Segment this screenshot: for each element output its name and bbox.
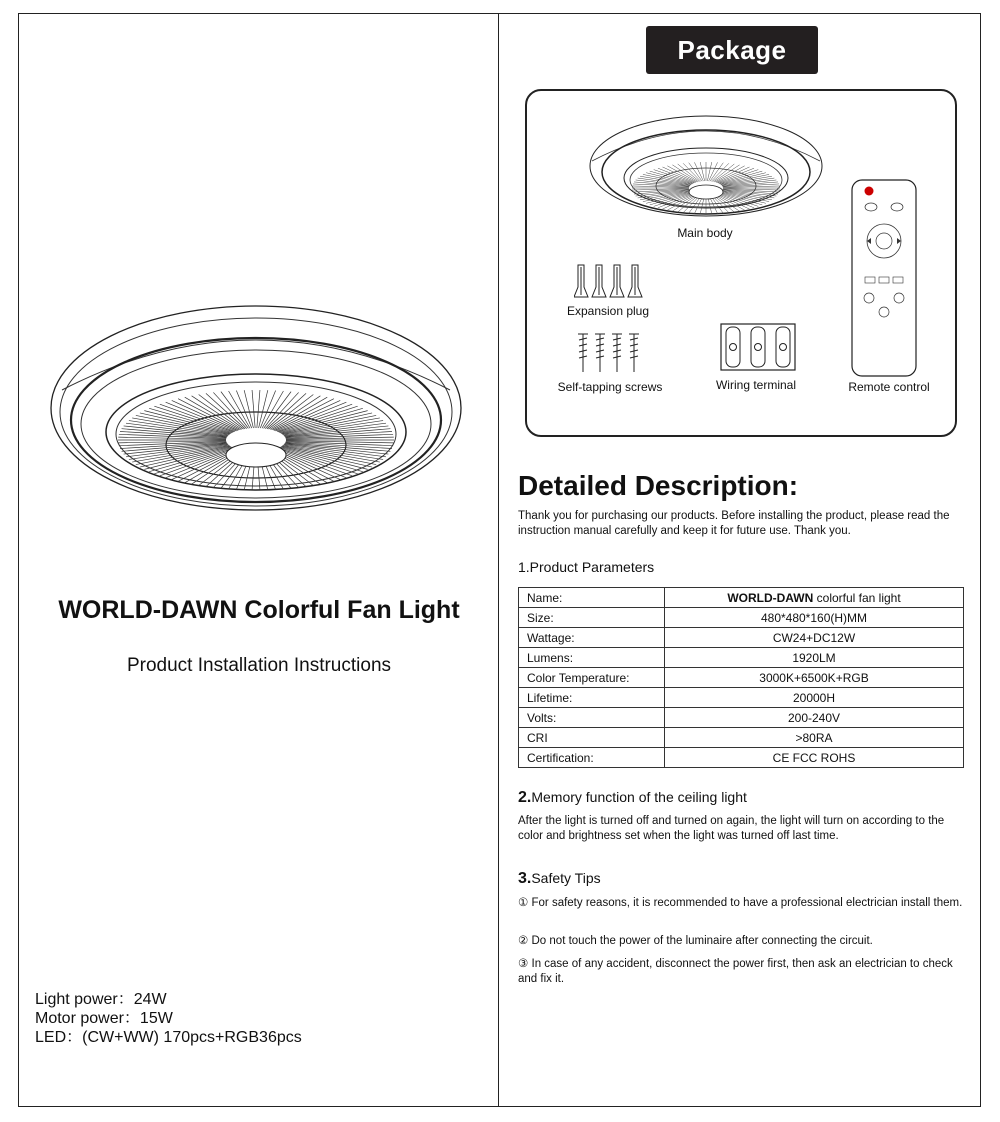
fan-blade-line bbox=[252, 390, 255, 428]
param-label: Lumens: bbox=[519, 648, 665, 668]
expansion-plug-icon bbox=[574, 263, 646, 301]
fan-blade-line bbox=[723, 189, 780, 190]
fan-light-illustration bbox=[48, 300, 464, 520]
fan-blade-line bbox=[707, 162, 711, 181]
table-row bbox=[519, 608, 964, 628]
section3-number: 3. bbox=[518, 870, 532, 887]
spec-led: LED：(CW+WW) 170pcs+RGB36pcs bbox=[35, 1029, 302, 1046]
fan-blade-line bbox=[132, 445, 229, 462]
screws-label: Self-tapping screws bbox=[557, 380, 663, 394]
table-row bbox=[519, 748, 964, 768]
fan-blade-line bbox=[283, 445, 380, 462]
main-body-label: Main body bbox=[677, 226, 733, 240]
fan-blade-line bbox=[213, 392, 246, 428]
section2-number: 2. bbox=[518, 789, 532, 806]
spec-light-power: Light power：24W bbox=[35, 991, 167, 1008]
table-row bbox=[519, 588, 964, 608]
product-name: Colorful Fan Light bbox=[244, 596, 460, 624]
fan-blade-line bbox=[683, 163, 701, 181]
param-label: Volts: bbox=[519, 708, 665, 728]
memory-function-text: After the light is turned off and turned on again, the light will turn on according to the color and brightness set when the light was turned off last time. bbox=[518, 815, 945, 842]
fan-blade-line bbox=[265, 392, 298, 428]
fan-blade-line bbox=[711, 163, 729, 181]
param-label: CRI bbox=[519, 728, 665, 748]
safety-tip-1: ① For safety reasons, it is recommended to have a professional electrician install them. bbox=[518, 897, 963, 909]
param-value-text: colorful fan light bbox=[816, 590, 901, 605]
product-title bbox=[20, 596, 498, 625]
param-label: Lifetime: bbox=[519, 688, 665, 708]
package-heading: Package bbox=[646, 26, 818, 74]
param-value bbox=[665, 588, 964, 608]
screws-icon bbox=[576, 330, 644, 374]
param-value: CE FCC ROHS bbox=[665, 748, 964, 768]
product-parameters-table bbox=[518, 587, 964, 768]
table-row bbox=[519, 668, 964, 688]
wiring-terminal-label: Wiring terminal bbox=[715, 378, 796, 392]
fan-blade-line bbox=[259, 390, 268, 428]
fan-blade-line bbox=[700, 162, 704, 181]
safety-tip-3: ③ In case of any accident, disconnect the power first, then ask an electrician to check and fix it. bbox=[518, 958, 953, 985]
table-row bbox=[519, 648, 964, 668]
section3-title-text: Safety Tips bbox=[531, 870, 601, 886]
fan-blade-line bbox=[632, 186, 689, 187]
table-row bbox=[519, 628, 964, 648]
main-body-illustration bbox=[588, 106, 824, 218]
remote-control-illustration bbox=[851, 179, 917, 377]
fan-blade-line bbox=[257, 390, 260, 428]
param-value: >80RA bbox=[665, 728, 964, 748]
fan-blade-line bbox=[132, 418, 229, 435]
column-divider bbox=[498, 13, 499, 1107]
param-label: Size: bbox=[519, 608, 665, 628]
table-row bbox=[519, 708, 964, 728]
intro-text: Thank you for purchasing our products. Before installing the product, please read the instruction manual carefully and keep it for future use. Thank you. bbox=[518, 510, 950, 537]
spec-motor-power: Motor power：15W bbox=[35, 1010, 173, 1027]
table-row bbox=[519, 728, 964, 748]
brand-name: WORLD-DAWN bbox=[58, 596, 238, 624]
param-label: Certification: bbox=[519, 748, 665, 768]
section1-title: 1.Product Parameters bbox=[518, 559, 655, 575]
safety-tip-2: ② Do not touch the power of the luminaire after connecting the circuit. bbox=[518, 935, 873, 947]
param-value: 1920LM bbox=[665, 648, 964, 668]
section3-title bbox=[518, 870, 601, 888]
param-value-brand: WORLD-DAWN bbox=[727, 590, 814, 605]
param-value: 3000K+6500K+RGB bbox=[665, 668, 964, 688]
power-specs bbox=[35, 990, 302, 1047]
param-value: 480*480*160(H)MM bbox=[665, 608, 964, 628]
fan-blade-line bbox=[723, 186, 780, 187]
power-dot-icon bbox=[865, 187, 874, 196]
fan-blade-line bbox=[268, 395, 313, 430]
param-value: 200-240V bbox=[665, 708, 964, 728]
table-row bbox=[519, 688, 964, 708]
section2-title bbox=[518, 789, 747, 807]
param-label: Wattage: bbox=[519, 628, 665, 648]
fan-blade-line bbox=[199, 395, 244, 430]
fan-blade-line bbox=[244, 390, 253, 428]
detailed-description-heading: Detailed Description: bbox=[518, 470, 799, 501]
section2-title-text: Memory function of the ceiling light bbox=[531, 789, 747, 805]
fan-blade-line bbox=[717, 168, 754, 182]
fan-blade-line bbox=[632, 189, 689, 190]
remote-control-label: Remote control bbox=[848, 380, 930, 394]
fan-blade-line bbox=[283, 418, 380, 435]
fan-blade-line bbox=[658, 168, 695, 182]
param-label: Name: bbox=[519, 588, 665, 608]
expansion-plug-label: Expansion plug bbox=[566, 304, 650, 318]
param-value: 20000H bbox=[665, 688, 964, 708]
param-label: Color Temperature: bbox=[519, 668, 665, 688]
product-subtitle: Product Installation Instructions bbox=[126, 655, 392, 676]
wiring-terminal-icon bbox=[720, 323, 796, 371]
param-value: CW24+DC12W bbox=[665, 628, 964, 648]
